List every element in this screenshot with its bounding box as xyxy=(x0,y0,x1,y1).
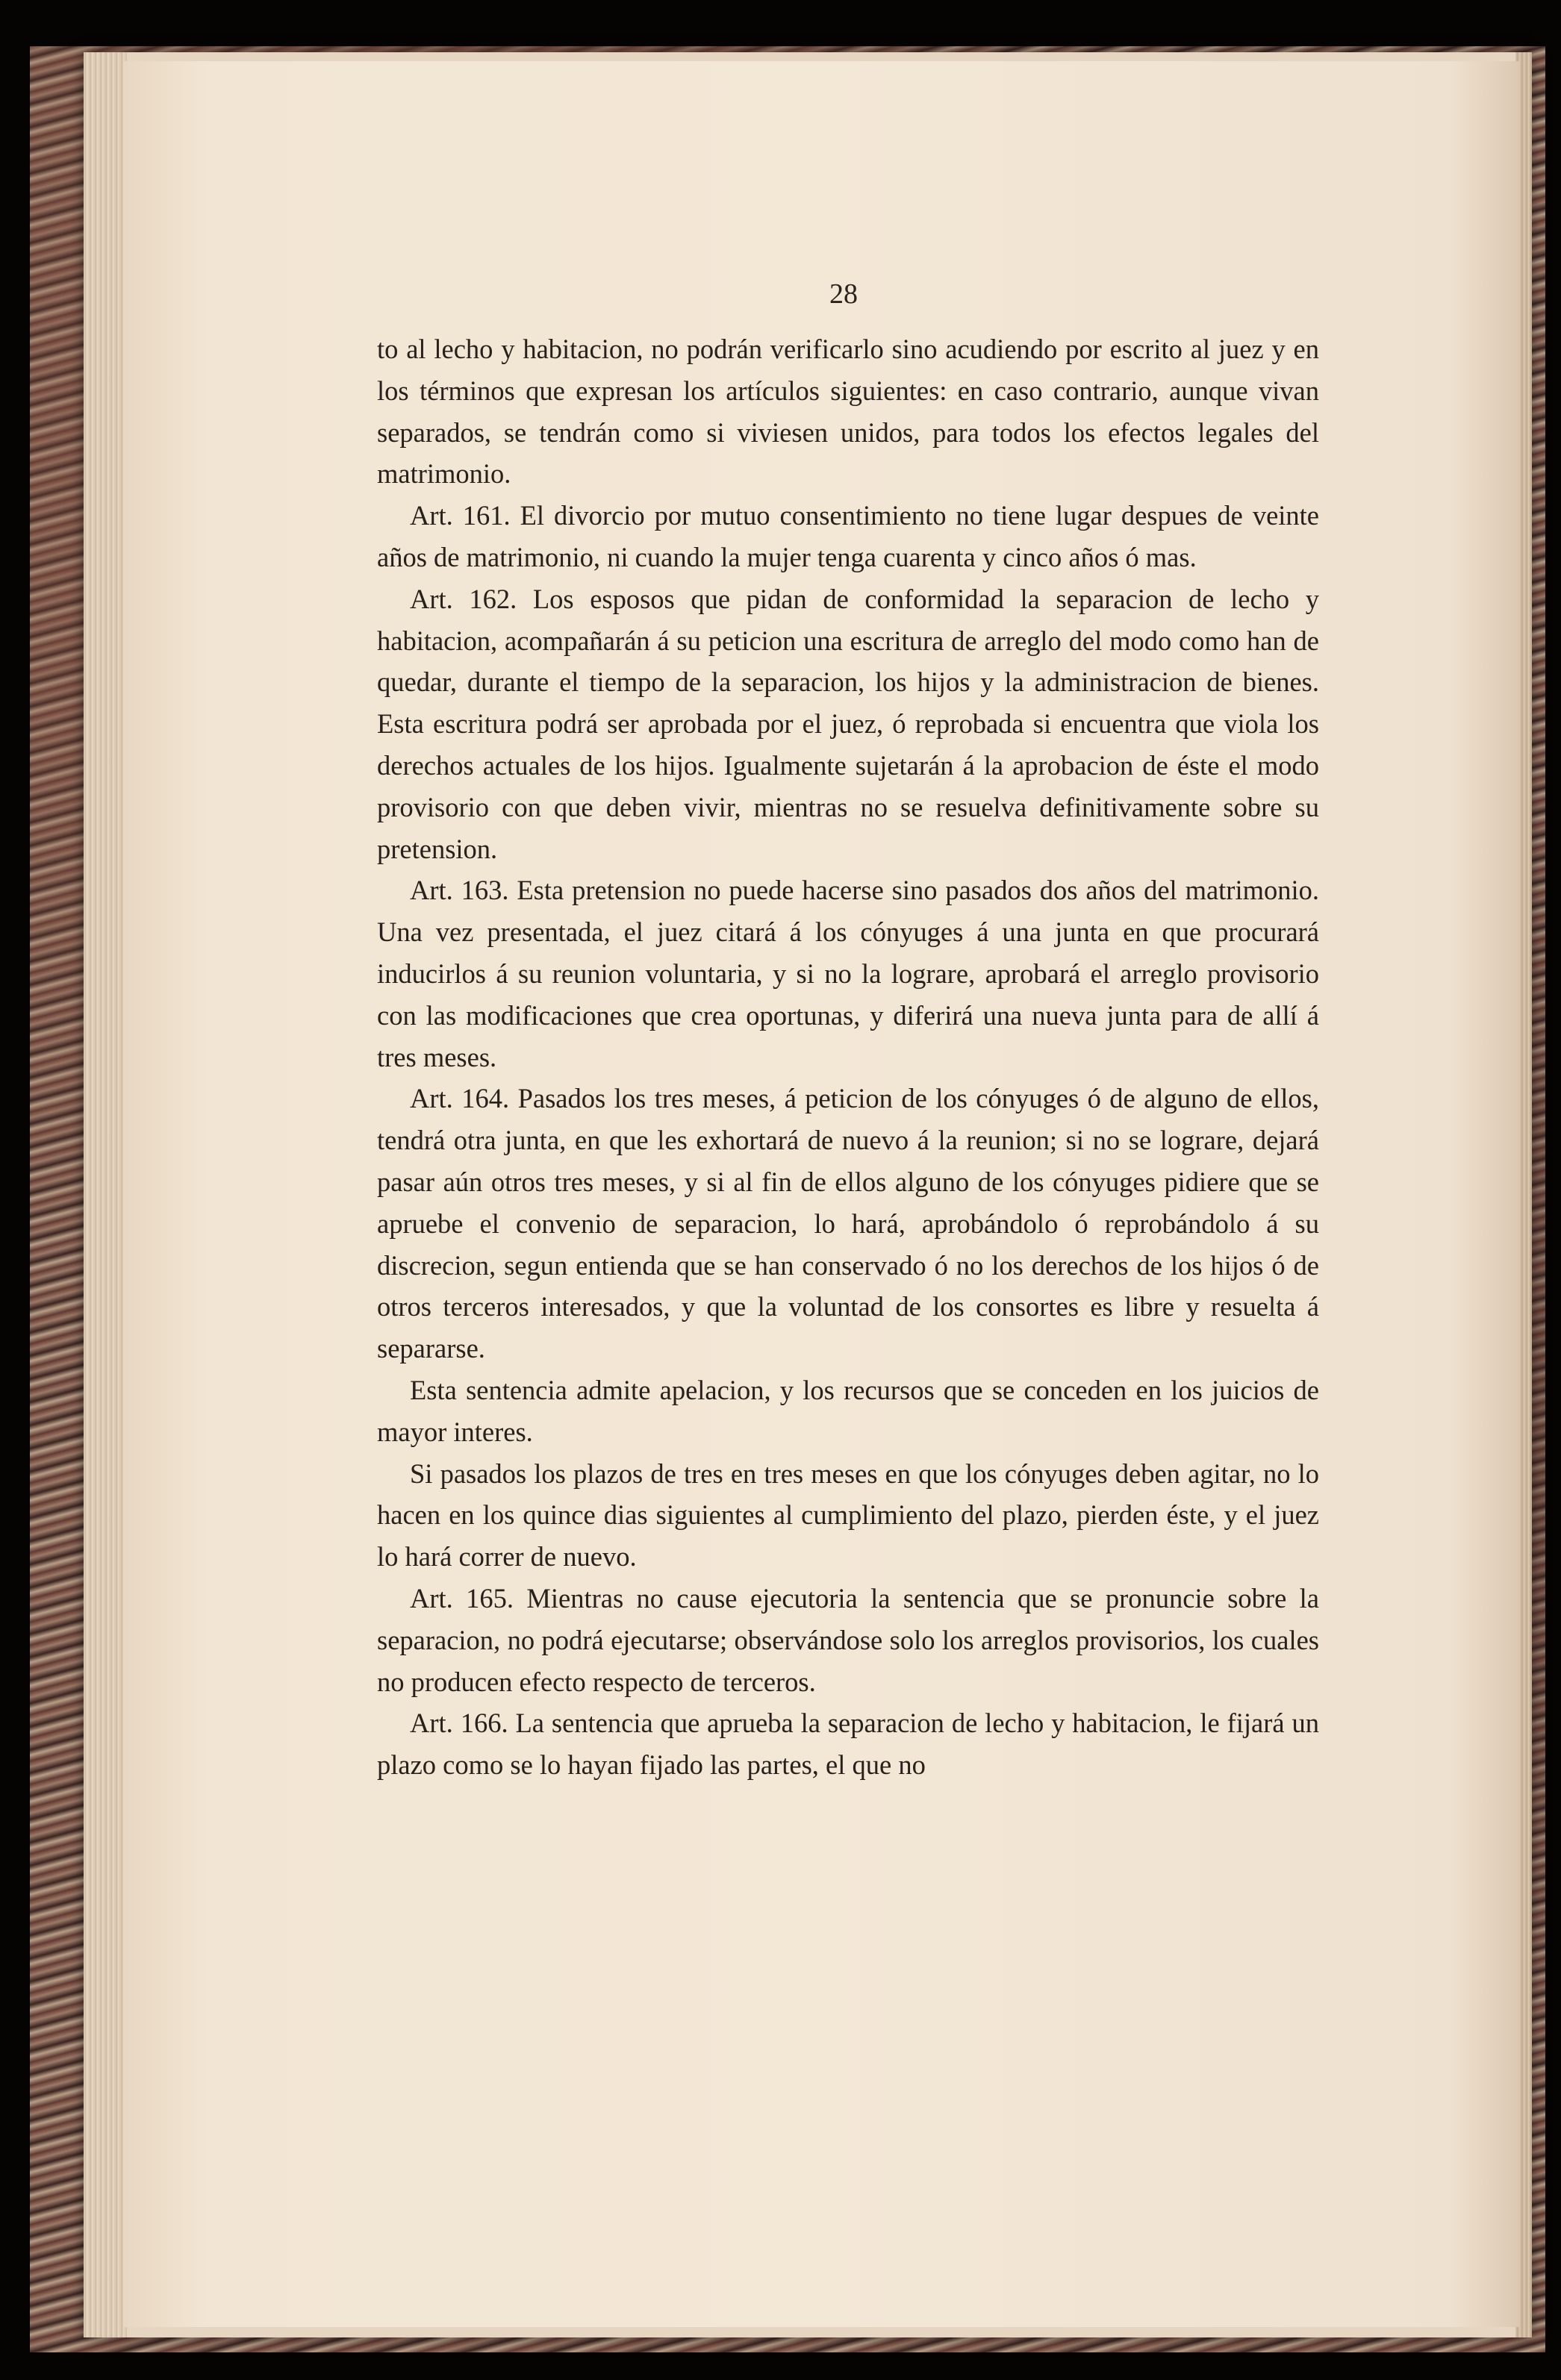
paragraph-deadlines: Si pasados los plazos de tres en tres meses en que los cónyuges deben agitar, no lo hacen en los quince dias siguientes al cumplimiento del plazo, pierden éste, y el juez lo hará correr de nuevo. xyxy=(377,1458,1319,1572)
article-162: Art. 162. Los esposos que pidan de conformidad la separacion de lecho y habitacion, acompañarán á su peticion una escritura de arreglo del modo como han de quedar, durante el tiempo de la separacion, los hijos y la administracion de bienes. Esta escritura podrá ser aprobada por el juez, ó reprobada si encuentra que viola los derechos actuales de los hijos. Igualmente sujetarán á la aprobacion de éste el modo provisorio con que deben vivir, mientras no se resuelva definitivamente sobre su pretension. xyxy=(377,583,1319,864)
page-edges xyxy=(84,52,127,2337)
article-161: Art. 161. El divorcio por mutuo consentimiento no tiene lugar despues de veinte años de matrimonio, ni cuando la mujer tenga cuarenta y cinco años ó mas. xyxy=(377,500,1319,572)
page-body-text xyxy=(377,328,1319,1786)
article-166: Art. 166. La sentencia que aprueba la separacion de lecho y habitacion, le fijará un plazo como se lo hayan fijado las partes, el que no xyxy=(377,1708,1319,1781)
article-163: Art. 163. Esta pretension no puede hacerse sino pasados dos años del matrimonio. Una vez presentada, el juez citará á los cónyuges á una junta en que procurará inducirlos á su reunion voluntaria, y si no la lograre, aprobará el arreglo provisorio con las modificaciones que crea oportunas, y diferirá una nueva junta para de allí á tres meses. xyxy=(377,875,1319,1072)
article-165: Art. 165. Mientras no cause ejecutoria la sentencia que se pronuncie sobre la separacion, no podrá ejecutarse; observándose solo los arreglos provisorios, los cuales no producen efecto respecto de terceros. xyxy=(377,1582,1319,1697)
paragraph-continuation: to al lecho y habitacion, no podrán verificarlo sino acudiendo por escrito al juez y en los términos que expresan los artículos siguientes: en caso contrario, aunque vivan separados, se tendrán como si viviesen unidos, para todos los efectos legales del matrimonio. xyxy=(377,334,1319,490)
article-164: Art. 164. Pasados los tres meses, á peticion de los cónyuges ó de alguno de ellos, tendrá otra junta, en que les exhortará de nuevo á la reunion; si no se lograre, dejará pasar aún otros tres meses, y si al fin de ellos alguno de los cónyuges pidiere que se apruebe el convenio de separacion, lo hará, aprobándolo ó reprobándolo á su discrecion, segun entienda que se han conservado ó no los derechos de los hijos ó de otros terceros interesados, y que la voluntad de los consortes es libre y resuelta á separarse. xyxy=(377,1083,1319,1364)
paragraph-appeal: Esta sentencia admite apelacion, y los recursos que se conceden en los juicios de mayor interes. xyxy=(377,1374,1319,1447)
page-number: 28 xyxy=(829,278,858,310)
